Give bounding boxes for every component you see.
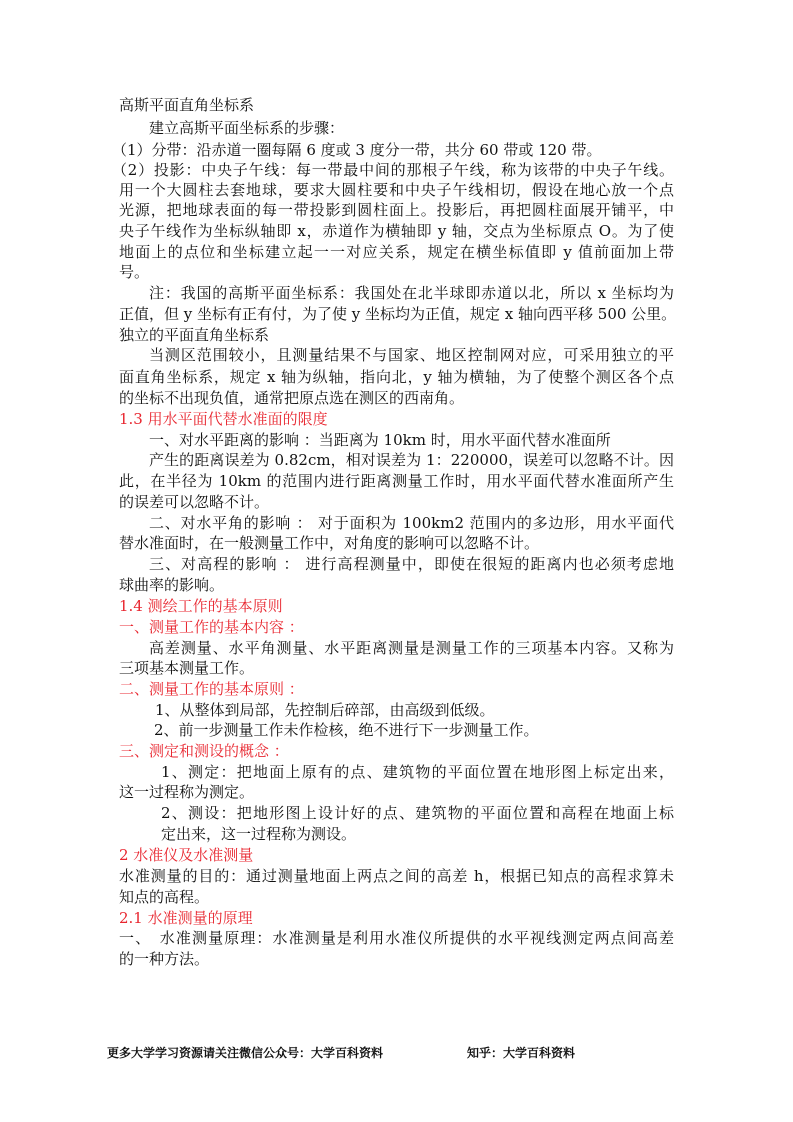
heading-2-1: 2.1 水准测量的原理 bbox=[119, 909, 253, 927]
heading-1-4: 1.4 测绘工作的基本原则 bbox=[119, 597, 283, 615]
paragraph-line: 高差测量、水平角测量、水平距离测量是测量工作的三项基本内容。又称为 bbox=[149, 639, 674, 657]
heading-2: 2 水准仪及水准测量 bbox=[119, 846, 254, 864]
paragraph-line: 一、对水平距离的影响 ：当距离为 10km 时，用水平面代替水准面所 bbox=[149, 431, 611, 449]
paragraph-line: 知点的高程。 bbox=[119, 888, 210, 906]
subheading: 三、测定和测设的概念 ： bbox=[119, 742, 289, 760]
paragraph-line: 的一种方法。 bbox=[119, 950, 210, 968]
paragraph-line: 球曲率的影响。 bbox=[119, 576, 225, 594]
paragraph-line: 地面上的点位和坐标建立起一一对应关系，规定在横坐标值即 y 值前面加上带 bbox=[119, 243, 674, 261]
paragraph-line: 此，在半径为 10km 的范围内进行距离测量工作时，用水平面代替水准面所产生 bbox=[119, 472, 674, 490]
list-item: 定出来，这一过程称为测设。 bbox=[161, 825, 357, 843]
paragraph-line: 一、 水准测量原理：水准测量是利用水准仪所提供的水平视线测定两点间高差 bbox=[119, 929, 674, 947]
section-title: 高斯平面直角坐标系 bbox=[119, 96, 255, 114]
paragraph-line: 替水准面时，在一般测量工作中，对角度的影响可以忽略不计。 bbox=[119, 534, 540, 552]
section-title: 独立的平面直角坐标系 bbox=[119, 326, 270, 344]
list-item: 2、前一步测量工作未作检核，绝不进行下一步测量工作。 bbox=[154, 721, 539, 739]
paragraph-line: 的坐标不出现负值，通常把原点选在测区的西南角。 bbox=[119, 389, 465, 407]
list-item: 2、测设：把地形图上设计好的点、建筑物的平面位置和高程在地面上标 bbox=[161, 804, 674, 822]
paragraph-line: 用一个大圆柱去套地球，要求大圆柱要和中央子午线相切，假设在地心放一个点 bbox=[119, 181, 674, 199]
paragraph-line: 当测区范围较小，且测量结果不与国家、地区控制网对应，可采用独立的平 bbox=[149, 346, 674, 364]
paragraph-line: 面直角坐标系，规定 x 轴为纵轴，指向北，y 轴为横轴，为了使整个测区各个点 bbox=[119, 368, 674, 386]
list-item: 1、从整体到局部，先控制后碎部，由高级到低级。 bbox=[155, 701, 495, 719]
paragraph-line: 建立高斯平面坐标系的步骤： bbox=[149, 119, 345, 137]
paragraph-line: 三项基本测量工作。 bbox=[119, 659, 255, 677]
paragraph-line: 产生的距离误差为 0.82cm，相对误差为 1：220000，误差可以忽略不计。因 bbox=[149, 451, 674, 469]
footer-zhihu-note: 知乎：大学百科资料 bbox=[467, 1046, 576, 1060]
paragraph-line: 正值，但 y 坐标有正有付，为了使 y 坐标均为正值，规定 x 轴向西平移 500 公里。 bbox=[119, 305, 677, 323]
heading-1-3: 1.3 用水平面代替水准面的限度 bbox=[119, 410, 328, 428]
paragraph-line: 的误差可以忽略不计。 bbox=[119, 493, 270, 511]
paragraph-line: 水准测量的目的：通过测量地面上两点之间的高差 h，根据已知点的高程求算未 bbox=[119, 867, 674, 885]
paragraph-line: 三、对高程的影响 ： 进行高程测量中，即使在很短的距离内也必须考虑地 bbox=[149, 555, 674, 573]
subheading: 一、测量工作的基本内容 ： bbox=[119, 618, 304, 636]
paragraph-line: 光源，把地球表面的每一带投影到圆柱面上。投影后，再把圆柱面展开铺平，中 bbox=[119, 201, 674, 219]
list-item: 1、测定：把地面上原有的点、建筑物的平面位置在地形图上标定出来， bbox=[161, 763, 674, 781]
paragraph-line: 号。 bbox=[119, 263, 150, 281]
paragraph-line: （2）投影：中央子午线：每一带最中间的那根子午线，称为该带的中央子午线。 bbox=[112, 161, 674, 179]
paragraph-line: 央子午线作为坐标纵轴即 x，赤道作为横轴即 y 轴，交点为坐标原点 O。为了使 bbox=[119, 222, 674, 240]
paragraph-line: 二、对水平角的影响 ： 对于面积为 100km2 范围内的多边形，用水平面代 bbox=[149, 514, 674, 532]
footer-wechat-note: 更多大学学习资源请关注微信公众号：大学百科资料 bbox=[107, 1046, 384, 1060]
paragraph-line: （1）分带：沿赤道一圈每隔 6 度或 3 度分一带，共分 60 带或 120 带。 bbox=[112, 141, 602, 159]
list-item: 这一过程称为测定。 bbox=[119, 783, 255, 801]
paragraph-line: 注：我国的高斯平面坐标系：我国处在北半球即赤道以北，所以 x 坐标均为 bbox=[149, 284, 674, 302]
subheading: 二、测量工作的基本原则 ： bbox=[119, 680, 304, 698]
